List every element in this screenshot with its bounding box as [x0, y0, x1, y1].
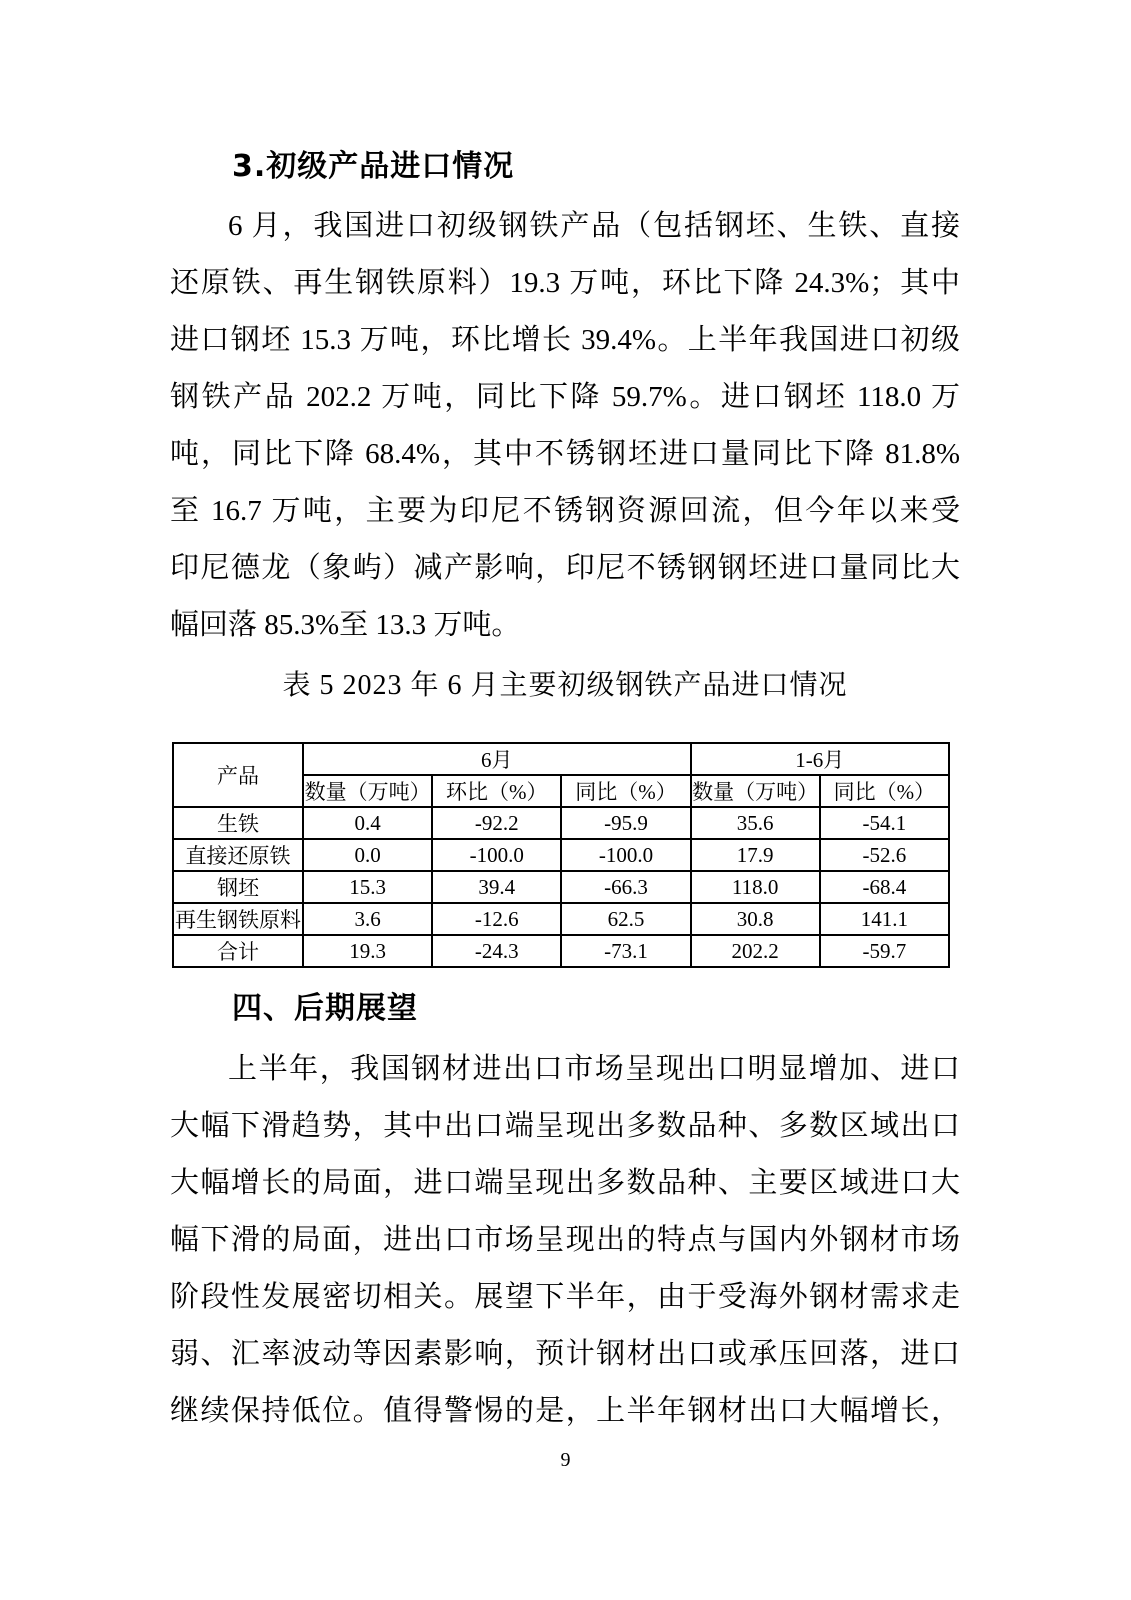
imports-table	[172, 742, 950, 968]
value-cell: -52.6	[820, 839, 949, 871]
value-cell: 15.3	[303, 871, 432, 903]
table-row	[173, 935, 949, 967]
value-cell: 0.0	[303, 839, 432, 871]
value-cell: 62.5	[561, 903, 690, 935]
value-cell: 118.0	[691, 871, 820, 903]
table-header-row	[173, 743, 949, 775]
table-row	[173, 903, 949, 935]
value-cell: -100.0	[432, 839, 561, 871]
subheader-cell-qty-half: 数量（万吨）	[691, 775, 820, 807]
table-row	[173, 839, 949, 871]
value-cell: -100.0	[561, 839, 690, 871]
value-cell: -68.4	[820, 871, 949, 903]
row-label-cell: 钢坯	[173, 871, 303, 903]
paragraph-line: 阶段性发展密切相关。展望下半年，由于受海外钢材需求走	[170, 1281, 960, 1313]
row-label-cell: 合计	[173, 935, 303, 967]
paragraph-line: 6 月，我国进口初级钢铁产品（包括钢坯、生铁、直接	[228, 210, 960, 242]
value-cell: -92.2	[432, 807, 561, 839]
paragraph-line: 至 16.7 万吨，主要为印尼不锈钢资源回流，但今年以来受	[170, 495, 960, 527]
paragraph-line: 大幅下滑趋势，其中出口端呈现出多数品种、多数区域出口	[170, 1110, 960, 1142]
paragraph-line: 上半年，我国钢材进出口市场呈现出口明显增加、进口	[228, 1053, 960, 1085]
value-cell: -95.9	[561, 807, 690, 839]
subheader-cell-mom: 环比（%）	[432, 775, 561, 807]
subheader-cell-yoy-half: 同比（%）	[820, 775, 949, 807]
paragraph-line: 弱、汇率波动等因素影响，预计钢材出口或承压回落，进口	[170, 1338, 960, 1370]
subheader-cell-qty-june: 数量（万吨）	[303, 775, 432, 807]
value-cell: 0.4	[303, 807, 432, 839]
value-cell: -66.3	[561, 871, 690, 903]
table5-title: 表 5 2023 年 6 月主要初级钢铁产品进口情况	[282, 670, 848, 701]
value-cell: -54.1	[820, 807, 949, 839]
paragraph-line: 吨，同比下降 68.4%，其中不锈钢坯进口量同比下降 81.8%	[170, 438, 960, 470]
value-cell: 30.8	[691, 903, 820, 935]
table-row	[173, 871, 949, 903]
paragraph-line: 印尼德龙（象屿）减产影响，印尼不锈钢钢坯进口量同比大	[170, 552, 960, 584]
page-number: 9	[560, 1449, 571, 1471]
paragraph-line: 大幅增长的局面，进口端呈现出多数品种、主要区域进口大	[170, 1167, 960, 1199]
page-content	[170, 0, 960, 1440]
paragraph-line: 进口钢坯 15.3 万吨，环比增长 39.4%。上半年我国进口初级	[170, 324, 960, 356]
paragraph-line: 幅回落 85.3%至 13.3 万吨。	[170, 609, 521, 641]
value-cell: -73.1	[561, 935, 690, 967]
section-heading-4: 四、后期展望	[232, 991, 418, 1026]
value-cell: 17.9	[691, 839, 820, 871]
subheader-cell-yoy-june: 同比（%）	[561, 775, 690, 807]
section4-paragraph	[170, 1041, 960, 1440]
section-heading-3: 3.初级产品进口情况	[232, 149, 515, 184]
value-cell: -12.6	[432, 903, 561, 935]
header-cell-product: 产品	[173, 743, 303, 807]
paragraph-line: 还原铁、再生钢铁原料）19.3 万吨，环比下降 24.3%；其中	[170, 267, 960, 299]
row-label-cell: 再生钢铁原料	[173, 903, 303, 935]
value-cell: -59.7	[820, 935, 949, 967]
value-cell: 35.6	[691, 807, 820, 839]
value-cell: 19.3	[303, 935, 432, 967]
paragraph-line: 钢铁产品 202.2 万吨，同比下降 59.7%。进口钢坯 118.0 万	[170, 381, 960, 413]
value-cell: 141.1	[820, 903, 949, 935]
row-label-cell: 直接还原铁	[173, 839, 303, 871]
header-cell-half-group: 1-6月	[691, 743, 949, 775]
header-cell-june-group: 6月	[303, 743, 691, 775]
value-cell: -24.3	[432, 935, 561, 967]
row-label-cell: 生铁	[173, 807, 303, 839]
paragraph-line: 继续保持低位。值得警惕的是，上半年钢材出口大幅增长，	[170, 1395, 960, 1427]
value-cell: 202.2	[691, 935, 820, 967]
paragraph-line: 幅下滑的局面，进出口市场呈现出的特点与国内外钢材市场	[170, 1224, 960, 1256]
table-row	[173, 807, 949, 839]
section3-paragraph	[170, 198, 960, 654]
value-cell: 3.6	[303, 903, 432, 935]
value-cell: 39.4	[432, 871, 561, 903]
